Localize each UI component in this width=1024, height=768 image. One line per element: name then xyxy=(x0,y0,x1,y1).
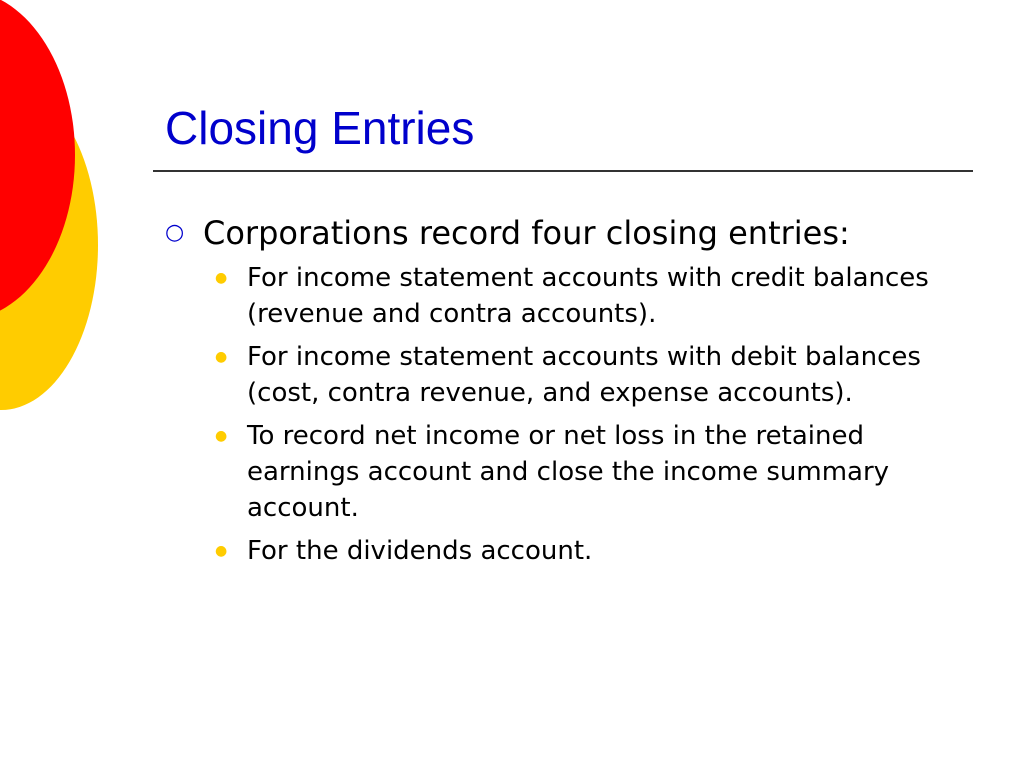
slide-body xyxy=(165,212,965,576)
filled-circle-icon: ● xyxy=(215,349,228,365)
filled-circle-icon: ● xyxy=(215,428,228,444)
main-bullet-text: Corporations record four closing entries: xyxy=(203,214,850,252)
sub-bullet-item xyxy=(213,339,965,411)
sub-bullet-text: For income statement accounts with debit balances (cost, contra revenue, and expense accounts). xyxy=(247,342,921,408)
filled-circle-icon: ● xyxy=(215,543,228,559)
sub-bullet-item xyxy=(213,418,965,526)
main-bullet xyxy=(165,212,965,254)
sub-bullet-text: For the dividends account. xyxy=(247,536,593,566)
title-divider xyxy=(153,170,973,172)
slide-title: Closing Entries xyxy=(165,102,475,154)
sub-bullet-text: For income statement accounts with credit balances (revenue and contra accounts). xyxy=(247,263,929,329)
filled-circle-icon: ● xyxy=(215,270,228,286)
hollow-circle-icon: ○ xyxy=(165,220,185,245)
sub-bullet-item xyxy=(213,260,965,332)
sub-bullet-item xyxy=(213,533,965,569)
sub-bullet-list xyxy=(165,260,965,569)
sub-bullet-text: To record net income or net loss in the retained earnings account and close the income summary account. xyxy=(247,421,890,523)
